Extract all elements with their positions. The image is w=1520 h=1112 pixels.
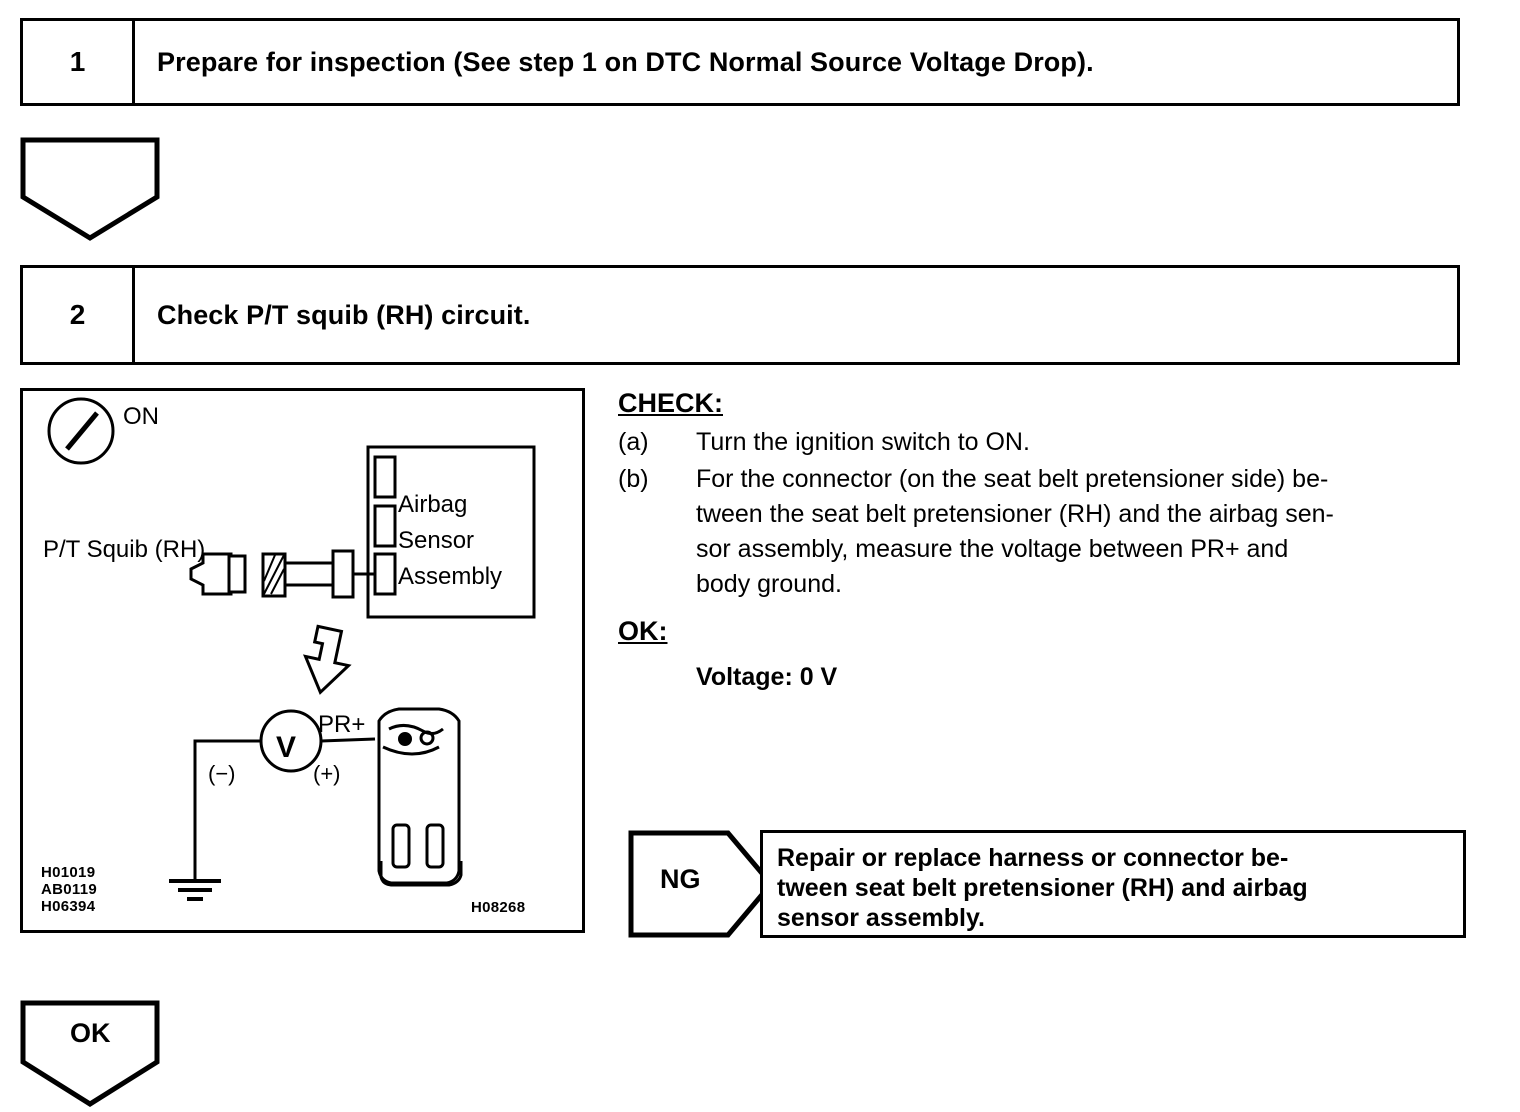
- step-1-box: [20, 18, 1460, 106]
- check-item-a: [618, 425, 1478, 460]
- check-item-b-text: [696, 462, 1478, 602]
- flow-arrow-after-step-1: [20, 137, 160, 242]
- ok-value: Voltage: 0 V: [696, 663, 838, 691]
- probe-positive-label: (+): [313, 761, 341, 786]
- check-instructions: [618, 388, 1478, 692]
- figure-drawing: [23, 391, 582, 930]
- step-1-text: Prepare for inspection (See step 1 on DTC Normal Source Voltage Drop).: [157, 46, 1094, 77]
- probe-negative-label: (−): [208, 761, 236, 786]
- check-item-a-text: Turn the ignition switch to ON.: [696, 428, 1030, 456]
- ng-line-2: tween seat belt pretensioner (RH) and airbag: [777, 874, 1308, 902]
- check-item-b: [618, 462, 1478, 602]
- inspection-figure: [20, 388, 585, 933]
- flow-arrow-ok: [20, 1000, 160, 1108]
- check-item-b-line-2: tween the seat belt pretensioner (RH) and the airbag sen-: [696, 500, 1334, 528]
- check-item-b-line-1: For the connector (on the seat belt pretensioner side) be-: [696, 465, 1329, 493]
- step-2-text: Check P/T squib (RH) circuit.: [157, 299, 531, 330]
- ng-branch: [628, 830, 1466, 938]
- voltmeter-symbol: V: [276, 731, 297, 764]
- ng-line-1: Repair or replace harness or connector be-: [777, 844, 1289, 872]
- check-item-b-line-3: sor assembly, measure the voltage between PR+ and: [696, 535, 1289, 563]
- check-item-b-line-4: body ground.: [696, 570, 842, 598]
- pr-plus-terminal-label: PR+: [318, 711, 366, 738]
- pt-squib-label: P/T Squib (RH): [43, 536, 206, 563]
- ignition-on-label: ON: [123, 403, 159, 430]
- airbag-sensor-label-1: Airbag: [398, 491, 468, 518]
- ng-line-3: sensor assembly.: [777, 904, 985, 932]
- step-2-box: [20, 265, 1460, 365]
- check-item-b-mark: (b): [618, 465, 649, 493]
- airbag-sensor-label-2: Sensor: [398, 527, 475, 554]
- ok-heading: OK:: [618, 616, 668, 646]
- figure-code-2: AB0119: [41, 881, 98, 898]
- ng-result-box: [760, 830, 1466, 938]
- step-2-number: 2: [23, 268, 135, 362]
- figure-code-1: H01019: [41, 864, 96, 881]
- check-heading: CHECK:: [618, 388, 723, 418]
- ok-branch-label: OK: [70, 1018, 111, 1048]
- ng-arrow-shape: [628, 830, 774, 938]
- figure-id-code: H08268: [471, 899, 526, 916]
- ng-label: NG: [660, 864, 701, 894]
- check-item-a-mark: (a): [618, 428, 649, 456]
- airbag-sensor-label-3: Assembly: [398, 563, 503, 590]
- figure-code-3: H06394: [41, 898, 96, 915]
- step-1-number: 1: [23, 21, 135, 103]
